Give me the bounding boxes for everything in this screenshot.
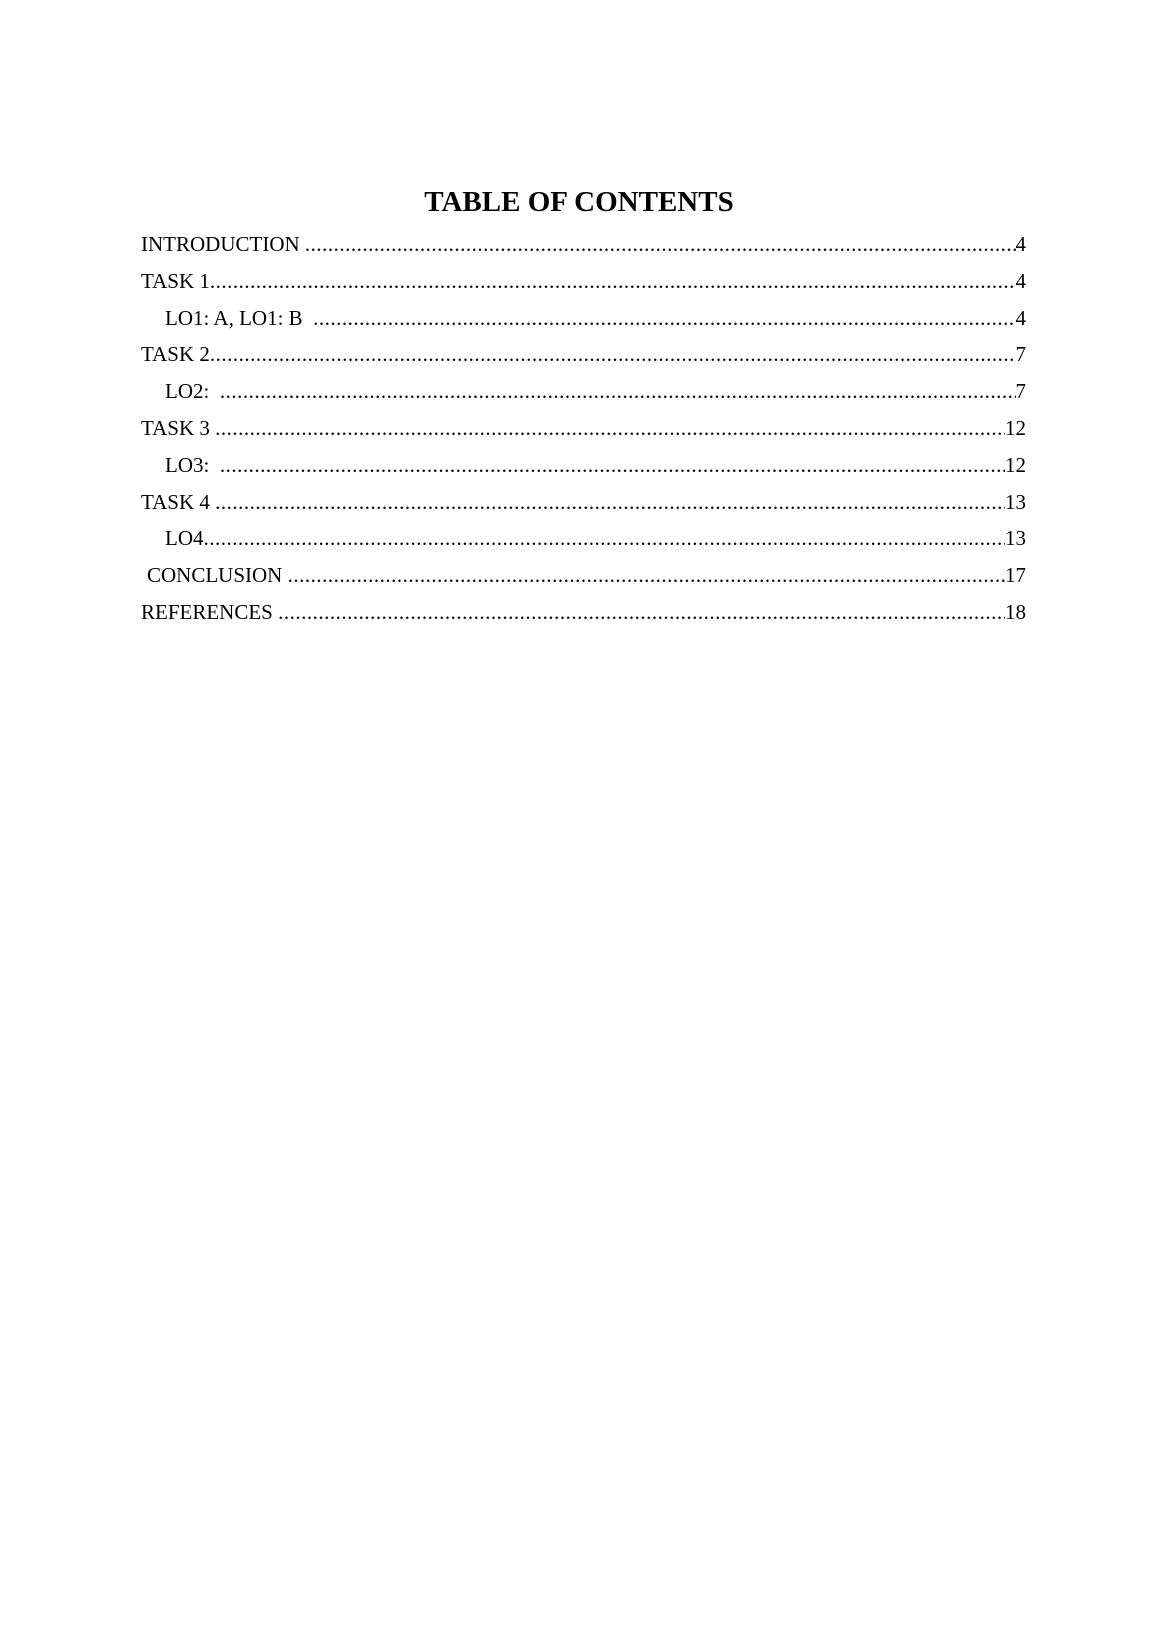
toc-dot-leader: [313, 300, 1015, 337]
toc-dot-leader: [220, 447, 1005, 484]
toc-entry-label: CONCLUSION: [147, 563, 288, 588]
toc-entry-page-number: 4: [1015, 305, 1026, 330]
toc-entry-label: TASK 1: [141, 268, 210, 293]
toc-entry-page-number: 17: [1005, 563, 1026, 588]
toc-entry[interactable]: [141, 594, 1026, 631]
toc-entry-page-number: 12: [1005, 415, 1026, 440]
toc-list: [141, 226, 1026, 631]
toc-entry-label: LO4: [165, 526, 204, 551]
toc-entry-page-number: 7: [1015, 342, 1026, 367]
toc-entry-page-number: 18: [1005, 599, 1026, 624]
toc-entry-label: TASK 3: [141, 415, 216, 440]
toc-dot-leader: [278, 594, 1005, 631]
toc-entry-label: LO1: A, LO1: B: [165, 305, 314, 330]
toc-entry-label: TASK 4: [141, 489, 216, 514]
toc-entry-page-number: 7: [1015, 379, 1026, 404]
toc-dot-leader: [215, 410, 1005, 447]
toc-entry[interactable]: [141, 263, 1026, 300]
toc-dot-leader: [288, 557, 1005, 594]
toc-entry-label: LO2:: [165, 379, 220, 404]
toc-entry[interactable]: [141, 373, 1026, 410]
toc-entry[interactable]: [141, 410, 1026, 447]
toc-entry-page-number: 13: [1005, 526, 1026, 551]
toc-entry-label: TASK 2: [141, 342, 210, 367]
toc-entry[interactable]: [141, 557, 1026, 594]
toc-entry-label: LO3:: [165, 452, 220, 477]
toc-dot-leader: [210, 336, 1016, 373]
toc-entry[interactable]: [141, 300, 1026, 337]
toc-entry[interactable]: [141, 226, 1026, 263]
toc-entry[interactable]: [141, 447, 1026, 484]
toc-entry-page-number: 12: [1005, 452, 1026, 477]
toc-dot-leader: [215, 484, 1005, 521]
toc-entry-label: REFERENCES: [141, 599, 279, 624]
toc-entry-label: INTRODUCTION: [141, 232, 305, 256]
toc-entry-page-number: 4: [1015, 232, 1026, 256]
toc-title: TABLE OF CONTENTS: [424, 186, 734, 218]
toc-dot-leader: [220, 373, 1016, 410]
toc-dot-leader: [210, 263, 1016, 300]
toc-entry[interactable]: [141, 484, 1026, 521]
toc-dot-leader: [204, 520, 1006, 557]
toc-entry-page-number: 4: [1015, 268, 1026, 293]
toc-entry[interactable]: [141, 336, 1026, 373]
toc-entry[interactable]: [141, 520, 1026, 557]
toc-entry-page-number: 13: [1005, 489, 1026, 514]
toc-dot-leader: [305, 226, 1016, 263]
